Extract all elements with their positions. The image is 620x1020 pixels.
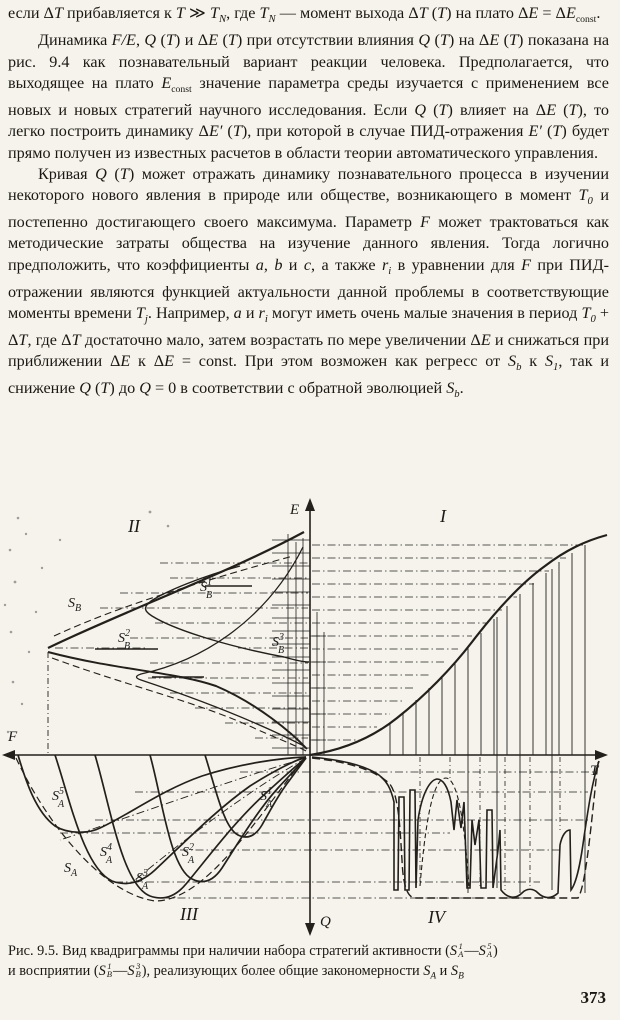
axis-label-e: E bbox=[290, 502, 300, 518]
curve-label-sa3: $S^3$ A bbox=[136, 868, 149, 892]
paragraph: Кривая Q (T) может отражать динамику познавательного процесса в изучении некоторого нового явления в природе или обществе, возникающего в момент $T_0$ и постепенно достигающего своего максимума. Параметр F может трактоваться как методические затраты общества на изучение данного явления. Тогда логично предположить, что коэффициенты a, b и c, а также $r_i$ в уравнении для F при ПИД-отражении являются функцией актуальности данной проблемы в соответствующие моменты времени $T_j$. Например, a и $r_i$ могут иметь очень малые значения в период $T_0 + \Delta T$, где ΔT достаточно мало, затем возрастать по мере увеличении ΔE и снижаться при приближении ΔE к ΔE = const. При этом возможен как регресс от $S_b$ к $S_1$, так и снижение Q (T) до Q = 0 в соответствии с обратной эволюцией $S_b$. bbox=[8, 164, 610, 400]
paragraph: если ΔT прибавляется к T ≫ $T_N$, где $T_N$ — момент выхода ΔT (T) на плато $\Delta E = \Delta E_{const}$. bbox=[8, 4, 601, 26]
curve-label-sb1: $S^1$ B bbox=[200, 577, 213, 601]
arrow-up bbox=[305, 498, 315, 511]
figure-caption bbox=[8, 941, 610, 987]
arrow-down bbox=[305, 923, 315, 936]
arrow-left bbox=[2, 750, 15, 760]
page-number: 373 bbox=[580, 988, 606, 1007]
curve-sb-envelope-upper bbox=[48, 532, 304, 648]
curve-sa2 bbox=[150, 755, 306, 882]
paragraph: Динамика F/E, Q (T) и ΔE (T) при отсутствии влияния Q (T) на ΔE (T) показана на рис. 9.4 как познавательный вариант реакции человека. Предполагается, что выходящее на плато $E_{const}$ значение параметра среды изучается с применением все новых и новых стратегий научного исследования. Если Q (T) влияет на ΔE (T), то легко построить динамику ΔE′ (T), при которой в случае ПИД-отражения E′ (T) будет прямо получен из известных расчетов в области теории автоматического управления. bbox=[8, 31, 610, 162]
curve-label-sa4: $S^4$ A bbox=[100, 842, 113, 866]
curve-sa4 bbox=[55, 755, 306, 884]
curve-sb-dashed-lower bbox=[52, 658, 306, 751]
curve-label-sb2: $S^2$ B bbox=[118, 628, 131, 652]
axis-label-t: T bbox=[590, 763, 599, 779]
construction-lines-q1 bbox=[312, 545, 583, 740]
curve-e-of-t bbox=[310, 535, 607, 755]
curve-label-sb: $S_B$ bbox=[68, 596, 82, 614]
curve-label-sa2: $S^2$ A bbox=[182, 842, 195, 866]
curve-q-mound bbox=[420, 778, 469, 886]
arrow-right bbox=[595, 750, 608, 760]
curve-sb1 bbox=[145, 566, 309, 662]
axis-label-q: Q bbox=[320, 914, 331, 930]
caption-line-1: Рис. 9.5. Вид квадриграммы при наличии набора стратегий активности (S 1 A —S 5 A ) bbox=[8, 941, 498, 960]
curve-sb-dashed-upper bbox=[54, 556, 293, 636]
quadrant-label-3: III bbox=[180, 904, 198, 924]
quadrant-label-4: IV bbox=[428, 907, 445, 927]
curve-q-of-t bbox=[312, 757, 599, 898]
caption-line-2: и восприятии (S 1 B —S 3 B ), реализующих более общие закономерности $S_A$ и $S_B$ bbox=[8, 961, 464, 982]
curve-sb2 bbox=[48, 652, 307, 749]
quadrant-label-2: II bbox=[128, 516, 140, 536]
construction-verticals-q4 bbox=[420, 757, 560, 890]
curve-family-sb bbox=[48, 532, 309, 755]
curve-label-sa: $S_A$ bbox=[64, 861, 78, 879]
curve-label-sa5: $S^5$ A bbox=[52, 786, 65, 810]
diagonal-construction bbox=[135, 758, 306, 880]
curve-label-sb3: $S^3$ B bbox=[272, 632, 285, 656]
curve-label-sa1: $S^1$ A bbox=[260, 786, 273, 810]
quadrant-label-1: I bbox=[440, 506, 446, 526]
curve-family-sa bbox=[16, 755, 306, 901]
body-text bbox=[8, 3, 609, 405]
figure-axes bbox=[2, 498, 608, 936]
axis-label-f: F bbox=[8, 729, 18, 745]
figure-quadrigram bbox=[0, 490, 620, 938]
curve-q-solid bbox=[312, 757, 599, 898]
